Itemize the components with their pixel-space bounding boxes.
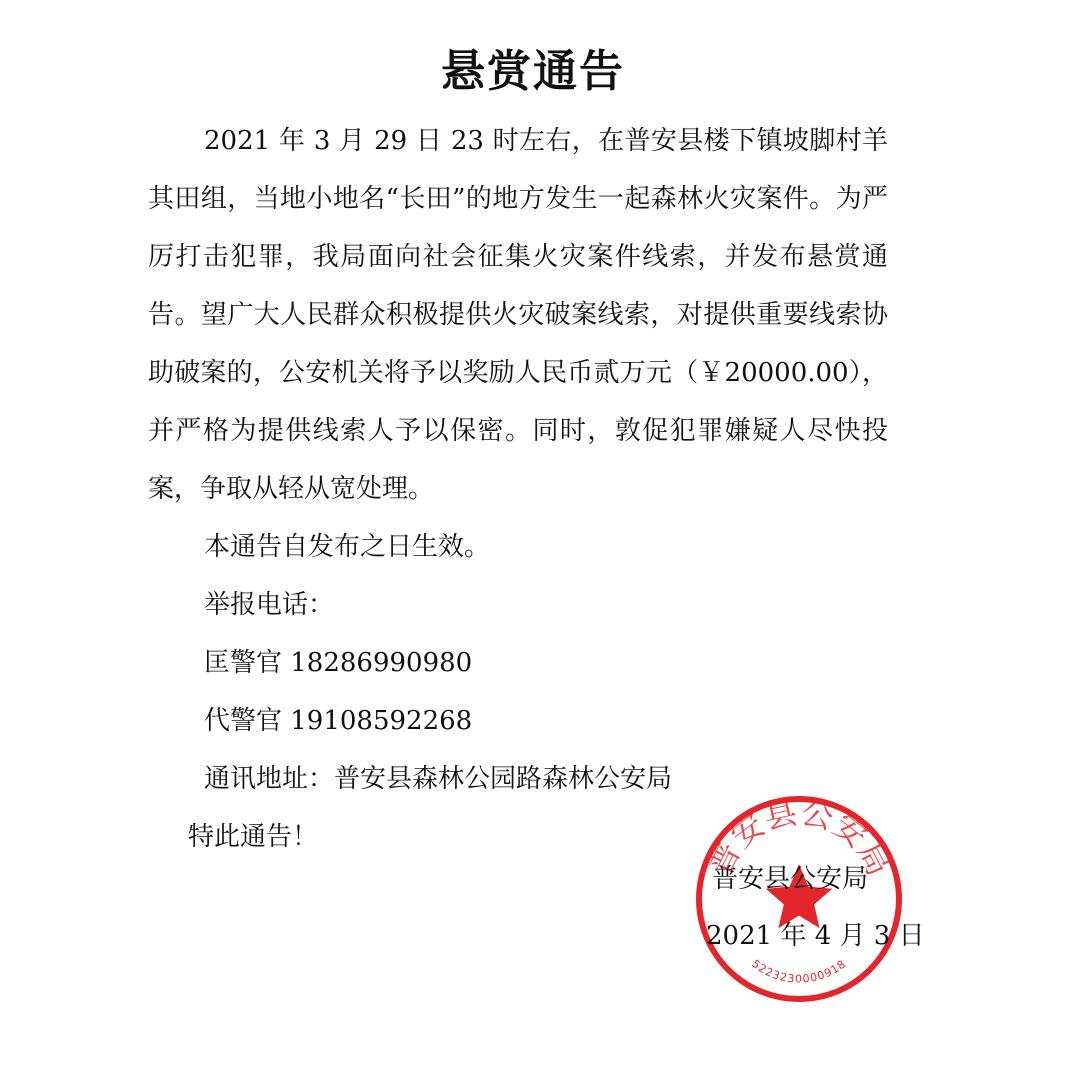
notice-title: 悬赏通告 xyxy=(441,46,625,97)
issue-date: 2021 年 4 月 3 日 xyxy=(706,921,925,951)
issuer-name: 普安县公安局 xyxy=(712,864,869,894)
seal-ring-text: 普安县公安局 xyxy=(699,794,899,882)
closing-statement: 特此通告！ xyxy=(188,822,319,852)
notice-body xyxy=(148,112,888,866)
effective-statement: 本通告自发布之日生效。 xyxy=(204,532,491,562)
notice-paragraph: 2021 年 3 月 29 日 23 时左右，在普安县楼下镇坡脚村羊其田组，当地小地名“长田”的地方发生一起森林火灾案件。为严厉打击犯罪，我局面向社会征集火灾案件线索，并发布悬赏通告。望广大人民群众积极提供火灾破案线索，对提供重要线索协助破案的，公安机关将予以奖励人民币贰万元（￥20000.00），并严格为提供线索人予以保密。同时，敦促犯罪嫌疑人尽快投案，争取从轻从宽处理。 xyxy=(148,126,888,504)
contact-officer-dai: 代警官 19108592268 xyxy=(204,706,473,736)
seal-serial: 5223230000918 xyxy=(749,957,849,986)
mailing-address: 通讯地址：普安县森林公园路森林公安局 xyxy=(204,764,673,794)
official-seal xyxy=(694,794,904,1004)
contact-officer-kuang: 匡警官 18286990980 xyxy=(204,648,473,678)
hotline-label: 举报电话： xyxy=(204,590,335,620)
